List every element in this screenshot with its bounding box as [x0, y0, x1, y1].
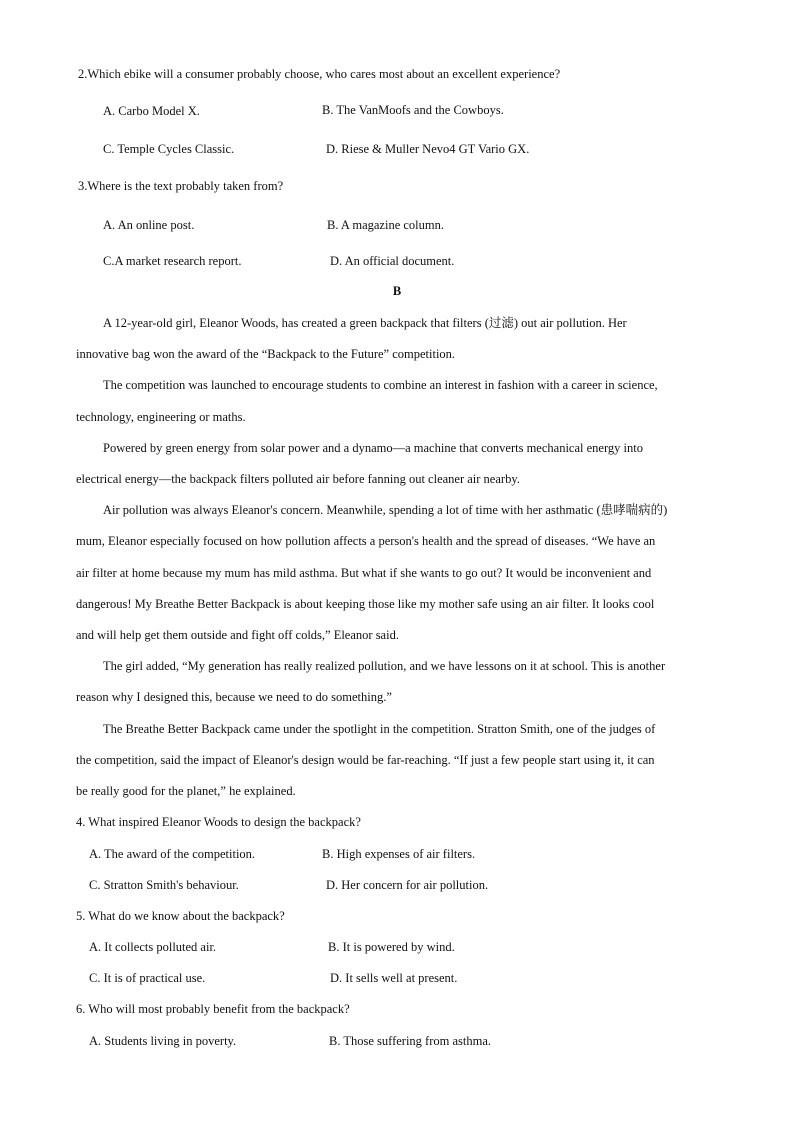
passage-line: air filter at home because my mum has mild asthma. But what if she wants to go out? It would be inconvenient and	[76, 566, 652, 580]
q6-stem: 6. Who will most probably benefit from the backpack?	[76, 1002, 350, 1016]
q5-stem: 5. What do we know about the backpack?	[76, 909, 285, 923]
q3-option-b[interactable]: B. A magazine column.	[327, 218, 444, 232]
q2-option-a[interactable]: A. Carbo Model X.	[103, 104, 200, 118]
q2-option-d[interactable]: D. Riese & Muller Nevo4 GT Vario GX.	[326, 142, 530, 156]
q4-option-c[interactable]: C. Stratton Smith's behaviour.	[89, 878, 239, 892]
passage-line: dangerous! My Breathe Better Backpack is about keeping those like my mother safe using an air filter. It looks cool	[76, 597, 655, 611]
q5-option-d[interactable]: D. It sells well at present.	[330, 971, 458, 985]
q6-option-b[interactable]: B. Those suffering from asthma.	[329, 1034, 492, 1048]
passage-line: and will help get them outside and fight off colds,” Eleanor said.	[76, 628, 399, 642]
passage-line: A 12-year-old girl, Eleanor Woods, has created a green backpack that filters (过滤) out air pollution. Her	[103, 316, 627, 330]
passage-line: The Breathe Better Backpack came under the spotlight in the competition. Stratton Smith, one of the judges of	[103, 722, 656, 736]
passage-line: The competition was launched to encourage students to combine an interest in fashion with a career in science,	[103, 378, 658, 392]
passage-line: be really good for the planet,” he explained.	[76, 784, 296, 798]
q3-option-d[interactable]: D. An official document.	[330, 254, 455, 268]
section-title: B	[392, 284, 402, 298]
q5-option-b[interactable]: B. It is powered by wind.	[328, 940, 455, 954]
q2-option-b[interactable]: B. The VanMoofs and the Cowboys.	[322, 103, 504, 117]
passage-line: mum, Eleanor especially focused on how pollution affects a person's health and the spread of diseases. “We have an	[76, 534, 656, 548]
q4-option-a[interactable]: A. The award of the competition.	[89, 847, 256, 861]
q4-stem: 4. What inspired Eleanor Woods to design the backpack?	[76, 815, 361, 829]
q6-option-a[interactable]: A. Students living in poverty.	[89, 1034, 237, 1048]
q5-option-c[interactable]: C. It is of practical use.	[89, 971, 206, 985]
passage-line: Powered by green energy from solar power and a dynamo—a machine that converts mechanical energy into	[103, 441, 643, 455]
q5-option-a[interactable]: A. It collects polluted air.	[89, 940, 217, 954]
passage-line: reason why I designed this, because we need to do something.”	[76, 690, 392, 704]
q3-option-a[interactable]: A. An online post.	[103, 218, 195, 232]
passage-line: Air pollution was always Eleanor's concern. Meanwhile, spending a lot of time with her asthmatic (患哮喘病的)	[103, 503, 668, 517]
passage-line: technology, engineering or maths.	[76, 410, 246, 424]
passage-line: The girl added, “My generation has really realized pollution, and we have lessons on it at school. This is another	[103, 659, 666, 673]
passage-line: electrical energy—the backpack filters polluted air before fanning out cleaner air nearby.	[76, 472, 520, 486]
q4-option-b[interactable]: B. High expenses of air filters.	[322, 847, 476, 861]
q3-stem: 3.Where is the text probably taken from?	[78, 179, 284, 193]
passage-line: innovative bag won the award of the “Backpack to the Future” competition.	[76, 347, 456, 361]
passage-line: the competition, said the impact of Eleanor's design would be far-reaching. “If just a few people start using it, it can	[76, 753, 655, 767]
q2-stem: 2.Which ebike will a consumer probably choose, who cares most about an excellent experience?	[78, 67, 561, 81]
q4-option-d[interactable]: D. Her concern for air pollution.	[326, 878, 489, 892]
q2-option-c[interactable]: C. Temple Cycles Classic.	[103, 142, 235, 156]
q3-option-c[interactable]: C.A market research report.	[103, 254, 242, 268]
